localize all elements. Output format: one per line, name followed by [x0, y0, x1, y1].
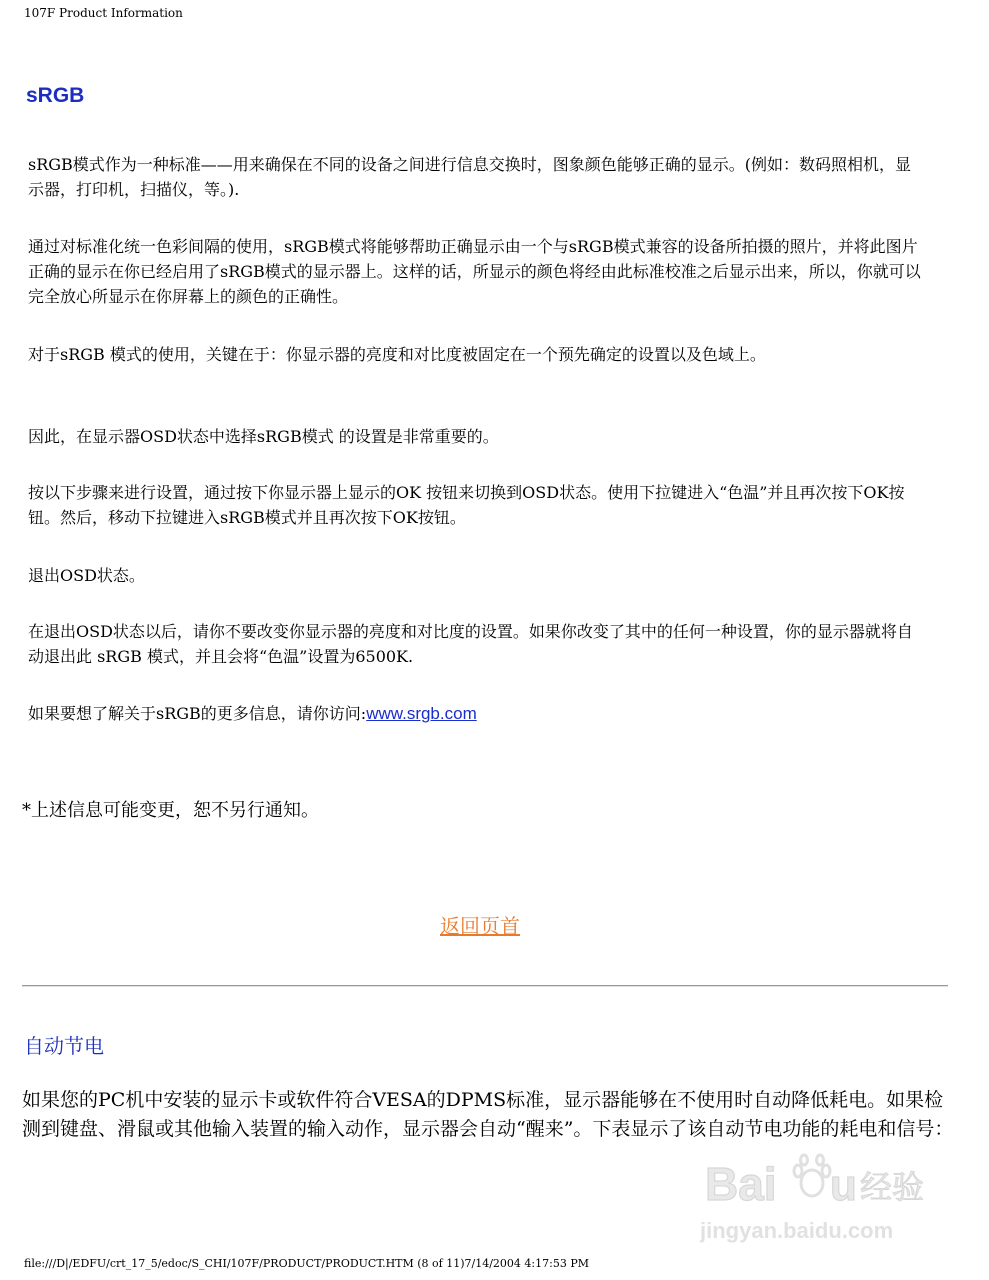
- baidu-jingyan-watermark: [700, 1138, 950, 1248]
- watermark-url: jingyan.baidu.com: [700, 1218, 894, 1243]
- change-notice: *上述信息可能变更，恕不另行通知。: [22, 800, 319, 821]
- srgb-paragraph-6: 退出OSD状态。: [28, 566, 145, 585]
- srgb-paragraph-8: [28, 701, 923, 726]
- srgb-paragraph-1: sRGB模式作为一种标准——用来确保在不同的设备之间进行信息交换时，图象颜色能够正确的显示。(例如：数码照相机，显示器，打印机，扫描仪，等。).: [28, 155, 912, 199]
- back-to-top-link[interactable]: 返回页首: [440, 914, 520, 938]
- svg-text:经验: 经验: [860, 1168, 925, 1206]
- section-divider: [22, 985, 948, 987]
- svg-text:Bai: Bai: [705, 1158, 777, 1210]
- page-header-title: 107F Product Information: [24, 6, 183, 20]
- svg-text:u: u: [830, 1161, 857, 1210]
- srgb-website-link[interactable]: www.srgb.com: [366, 704, 477, 723]
- srgb-paragraph-4: 因此，在显示器OSD状态中选择sRGB模式 的设置是非常重要的。: [28, 427, 499, 446]
- srgb-paragraph-7: 在退出OSD状态以后，请你不要改变你显示器的亮度和对比度的设置。如果你改变了其中的任何一种设置，你的显示器就将自动退出此 sRGB 模式，并且会将“色温”设置为6500K.: [28, 622, 913, 666]
- srgb-more-info-text: 如果要想了解关于sRGB的更多信息，请你访问:: [28, 704, 367, 723]
- power-saving-heading: 自动节电: [24, 1034, 104, 1058]
- power-saving-paragraph: 如果您的PC机中安装的显示卡或软件符合VESA的DPMS标准，显示器能够在不使用时自动降低耗电。如果检测到键盘、滑鼠或其他输入装置的输入动作，显示器会自动“醒来”。下表显示了该自动节电功能的耗电和信号：: [22, 1089, 954, 1140]
- page-footer-path: file:///D|/EDFU/crt_17_5/edoc/S_CHI/107F/PRODUCT/PRODUCT.HTM (8 of 11)7/14/2004 4:17:53 PM: [24, 1257, 589, 1270]
- srgb-heading: sRGB: [26, 84, 85, 107]
- srgb-paragraph-5: 按以下步骤来进行设置，通过按下你显示器上显示的OK 按钮来切换到OSD状态。使用下拉键进入“色温”并且再次按下OK按钮。然后，移动下拉键进入sRGB模式并且再次按下OK按钮。: [28, 483, 905, 527]
- srgb-paragraph-2: 通过对标准化统一色彩间隔的使用，sRGB模式将能够帮助正确显示由一个与sRGB模式兼容的设备所拍摄的照片，并将此图片正确的显示在你已经启用了sRGB模式的显示器上。这样的话，所显示的颜色将经由此标准校准之后显示出来，所以，你就可以完全放心所显示在你屏幕上的颜色的正确性。: [28, 237, 921, 306]
- srgb-paragraph-3: 对于sRGB 模式的使用，关键在于：你显示器的亮度和对比度被固定在一个预先确定的设置以及色域上。: [28, 345, 766, 364]
